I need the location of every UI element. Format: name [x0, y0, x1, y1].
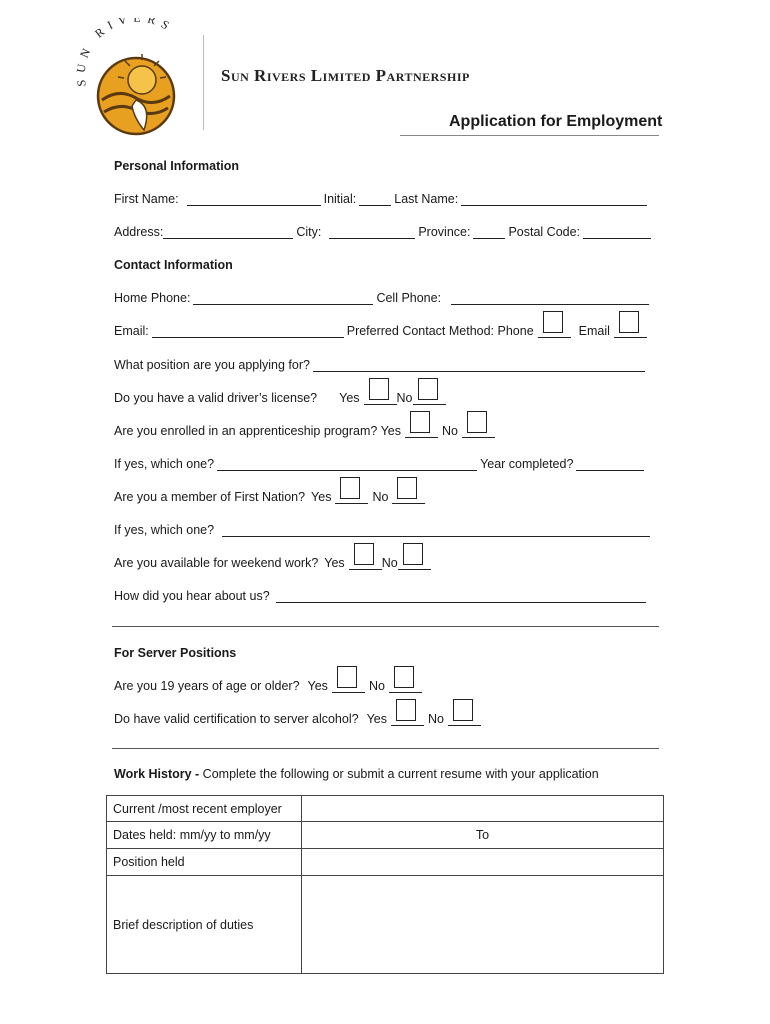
license-yes-label: Yes	[339, 391, 360, 405]
apprentice-label: Are you enrolled in an apprenticeship program? Yes	[114, 424, 401, 438]
province-field[interactable]	[473, 224, 505, 239]
email-checkbox[interactable]	[619, 311, 639, 333]
dates-label: Dates held: mm/yy to mm/yy	[107, 822, 302, 849]
age-yes-label: Yes	[307, 679, 328, 693]
age-no-checkbox[interactable]	[394, 666, 414, 688]
email-row	[114, 320, 651, 338]
postal-code-label: Postal Code:	[508, 225, 581, 239]
cell-phone-label: Cell Phone:	[376, 291, 442, 305]
employer-field[interactable]	[302, 796, 664, 822]
first-nation-which-label: If yes, which one?	[114, 523, 215, 537]
last-name-label: Last Name:	[394, 192, 459, 206]
license-no-wrap	[413, 380, 446, 405]
city-label: City:	[296, 225, 322, 239]
section-divider-1	[112, 626, 659, 627]
first-nation-yes-wrap	[335, 479, 368, 504]
first-nation-no-label: No	[372, 490, 389, 504]
apprentice-row	[114, 420, 499, 438]
weekend-no-wrap	[398, 545, 431, 570]
cert-label: Do have valid certification to server alcohol?	[114, 712, 359, 726]
address-field[interactable]	[163, 224, 293, 239]
age-no-label: No	[368, 679, 385, 693]
email-field[interactable]	[152, 323, 344, 338]
home-phone-label: Home Phone:	[114, 291, 191, 305]
table-row	[107, 849, 664, 876]
hear-label: How did you hear about us?	[114, 589, 270, 603]
position-row	[114, 354, 648, 372]
province-label: Province:	[418, 225, 471, 239]
cert-no-label: No	[427, 712, 444, 726]
work-history-table	[106, 795, 664, 974]
apprentice-which-row	[114, 453, 647, 471]
apprentice-which-label: If yes, which one?	[114, 457, 215, 471]
weekend-row	[114, 552, 435, 570]
hear-row	[114, 585, 649, 603]
initial-label: Initial:	[323, 192, 357, 206]
weekend-label: Are you available for weekend work?	[114, 556, 319, 570]
logo-arc-text: SUN RIV RS	[74, 18, 177, 88]
age-yes-wrap	[332, 668, 365, 693]
first-nation-no-wrap	[392, 479, 425, 504]
license-row	[114, 387, 450, 405]
employer-label: Current /most recent employer	[107, 796, 302, 822]
email-label: Email:	[114, 324, 149, 338]
weekend-yes-label: Yes	[324, 556, 345, 570]
age-yes-checkbox[interactable]	[337, 666, 357, 688]
first-nation-no-checkbox[interactable]	[397, 477, 417, 499]
section-divider-2	[112, 748, 659, 749]
first-nation-which-field[interactable]	[222, 522, 650, 537]
cert-no-wrap	[448, 701, 481, 726]
first-nation-yes-checkbox[interactable]	[340, 477, 360, 499]
year-completed-field[interactable]	[576, 456, 644, 471]
city-field[interactable]	[329, 224, 415, 239]
weekend-yes-checkbox[interactable]	[354, 543, 374, 565]
apprentice-which-field[interactable]	[217, 456, 477, 471]
work-history-heading	[114, 763, 599, 781]
cert-row	[114, 708, 485, 726]
last-name-field[interactable]	[461, 191, 647, 206]
position-held-field[interactable]	[302, 849, 664, 876]
first-name-field[interactable]	[187, 191, 321, 206]
contact-info-label: Contact Information	[114, 258, 233, 272]
server-section-label: For Server Positions	[114, 646, 237, 660]
phone-checkbox-wrap	[538, 313, 571, 338]
first-nation-yes-label: Yes	[311, 490, 332, 504]
license-yes-wrap	[364, 380, 397, 405]
preferred-contact-label: Preferred Contact Method: Phone	[346, 324, 534, 338]
postal-code-field[interactable]	[583, 224, 651, 239]
age-label: Are you 19 years of age or older?	[114, 679, 300, 693]
license-yes-checkbox[interactable]	[369, 378, 389, 400]
address-row	[114, 221, 654, 239]
dates-field[interactable]: To	[302, 822, 664, 849]
title-underline	[400, 135, 659, 136]
position-held-label: Position held	[107, 849, 302, 876]
name-row	[114, 188, 650, 206]
phone-row	[114, 287, 652, 305]
cert-yes-checkbox[interactable]	[396, 699, 416, 721]
company-logo	[74, 18, 204, 138]
cell-phone-field[interactable]	[451, 290, 649, 305]
license-no-checkbox[interactable]	[418, 378, 438, 400]
hear-field[interactable]	[276, 588, 646, 603]
work-history-instructions: Complete the following or submit a current resume with your application	[199, 767, 599, 781]
weekend-no-checkbox[interactable]	[403, 543, 423, 565]
work-history-title: Work History -	[114, 767, 200, 781]
license-no-label: No	[396, 391, 413, 405]
apprentice-no-label: No	[442, 424, 458, 438]
license-label: Do you have a valid driver’s license?	[114, 391, 318, 405]
server-heading	[114, 642, 236, 660]
duties-label: Brief description of duties	[107, 876, 302, 974]
home-phone-field[interactable]	[193, 290, 373, 305]
email-checkbox-wrap	[614, 313, 647, 338]
year-completed-label: Year completed?	[480, 457, 574, 471]
weekend-no-label: No	[381, 556, 398, 570]
position-field[interactable]	[313, 357, 645, 372]
first-nation-label: Are you a member of First Nation?	[114, 490, 306, 504]
cert-no-checkbox[interactable]	[453, 699, 473, 721]
duties-field[interactable]	[302, 876, 664, 974]
personal-info-label: Personal Information	[114, 159, 240, 173]
form-title: Application for Employment	[449, 113, 663, 130]
weekend-yes-wrap	[349, 545, 382, 570]
logo-divider	[203, 35, 204, 130]
cert-yes-label: Yes	[366, 712, 387, 726]
apprentice-no-checkbox[interactable]	[467, 411, 487, 433]
apprentice-yes-checkbox[interactable]	[410, 411, 430, 433]
address-label: Address:	[114, 225, 164, 239]
table-row	[107, 796, 664, 822]
initial-field[interactable]	[359, 191, 391, 206]
contact-info-heading	[114, 254, 233, 272]
first-nation-row	[114, 486, 429, 504]
personal-info-heading	[114, 155, 239, 173]
sun-rivers-logo-icon	[74, 18, 204, 138]
cert-yes-wrap	[391, 701, 424, 726]
phone-checkbox[interactable]	[543, 311, 563, 333]
table-row	[107, 876, 664, 974]
company-name: Sun Rivers Limited Partnership	[221, 66, 470, 85]
first-nation-which-row	[114, 519, 653, 537]
table-row	[107, 822, 664, 849]
age-no-wrap	[389, 668, 422, 693]
first-name-label: First Name:	[114, 192, 179, 206]
position-label: What position are you applying for?	[114, 358, 310, 372]
apprentice-no-wrap	[462, 413, 495, 438]
apprentice-yes-wrap	[405, 413, 438, 438]
age-row	[114, 675, 426, 693]
email-option-label: Email	[578, 324, 610, 338]
